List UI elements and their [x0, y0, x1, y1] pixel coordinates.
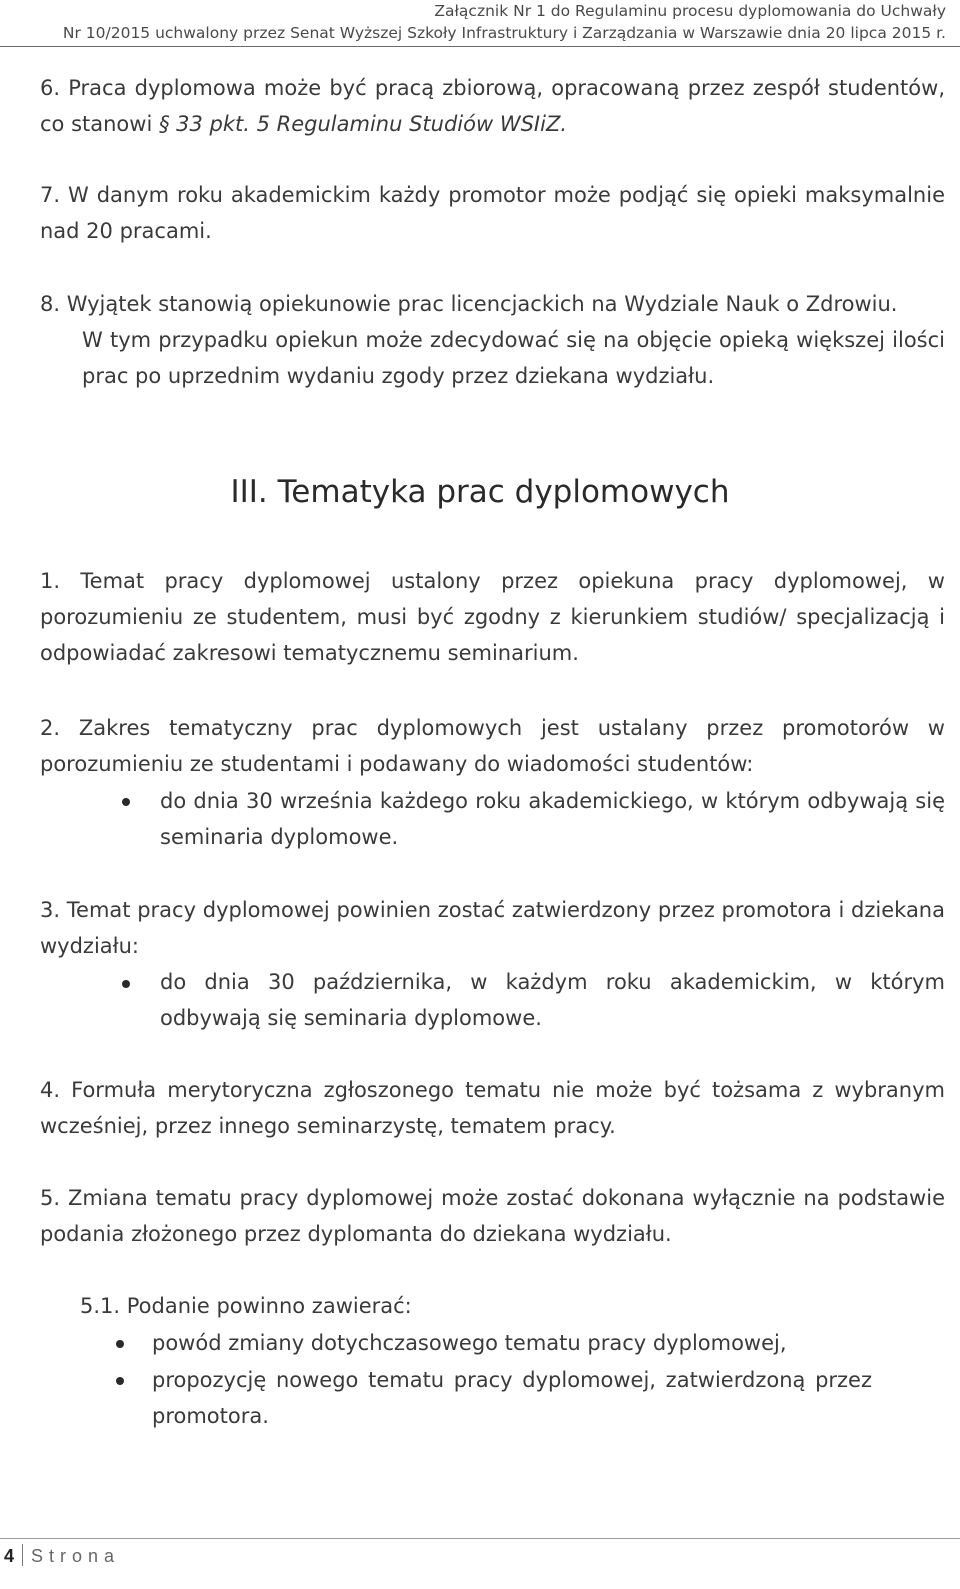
- page-number: 4: [4, 1546, 15, 1566]
- footer-divider: [0, 1538, 960, 1539]
- paragraph-number: 1.: [40, 569, 61, 593]
- page-footer: [4, 1544, 120, 1567]
- paragraph-text: Temat pracy dyplomowej ustalony przez opiekuna pracy dyplomowej, w porozumieniu ze studentem, musi być zgodny z kierunkiem studiów/ specjalizacją i odpowiadać zakresowi tematycznemu seminarium.: [40, 569, 945, 665]
- paragraph-5-1: [80, 1288, 945, 1324]
- paragraph-text: Praca dyplomowa może być pracą zbiorową, opracowaną przez zespół studentów, co stanowi: [40, 76, 945, 136]
- paragraph-text: Formuła merytoryczna zgłoszonego tematu nie może być tożsama z wybranym wcześniej, przez innego seminarzystę, tematem pracy.: [40, 1078, 945, 1138]
- paragraph-number: 7.: [40, 183, 61, 207]
- paragraph-text: W danym roku akademickim każdy promotor może podjąć się opieki maksymalnie nad 20 pracami.: [40, 183, 945, 243]
- paragraph-number: 8.: [40, 292, 61, 316]
- paragraph-5: [40, 1180, 945, 1252]
- paragraph-3: [40, 892, 945, 964]
- bullet-item: [160, 783, 945, 855]
- header-line-1: Załącznik Nr 1 do Regulaminu procesu dyplomowania do Uchwały: [434, 2, 946, 20]
- paragraph-number: 4.: [40, 1078, 61, 1102]
- paragraph-number: 6.: [40, 76, 61, 100]
- bullet-icon: [116, 1340, 124, 1348]
- document-header: [63, 0, 946, 44]
- paragraph-2: [40, 710, 945, 782]
- bullet-item: [152, 1362, 872, 1434]
- regulation-reference: § 33 pkt. 5 Regulaminu Studiów WSIiZ.: [158, 112, 568, 136]
- paragraph-4: [40, 1072, 945, 1144]
- paragraph-text: Temat pracy dyplomowej powinien zostać zatwierdzony przez promotora i dziekana wydziału:: [40, 898, 945, 958]
- paragraph-text: Zakres tematyczny prac dyplomowych jest ustalany przez promotorów w porozumieniu ze studentami i podawany do wiadomości studentów:: [40, 716, 945, 776]
- bullet-text: propozycję nowego tematu pracy dyplomowej, zatwierdzoną przez promotora.: [152, 1368, 872, 1428]
- header-line-2: Nr 10/2015 uchwalony przez Senat Wyższej Szkoły Infrastruktury i Zarządzania w Warszawie dnia 20 lipca 2015 r.: [62, 24, 946, 42]
- bullet-icon: [116, 1377, 124, 1385]
- paragraph-6: [40, 70, 945, 142]
- bullet-item: [152, 1325, 945, 1361]
- paragraph-7: [40, 177, 945, 249]
- bullet-item: [160, 964, 945, 1036]
- paragraph-number: 5.: [40, 1186, 61, 1210]
- section-heading: III. Tematyka prac dyplomowych: [230, 474, 730, 510]
- footer-separator: [22, 1544, 23, 1566]
- paragraph-text: Podanie powinno zawierać:: [126, 1294, 412, 1318]
- paragraph-number: 5.1.: [80, 1294, 121, 1318]
- bullet-text: do dnia 30 września każdego roku akademickiego, w którym odbywają się seminaria dyplomowe.: [160, 789, 945, 849]
- paragraph-number: 2.: [40, 716, 61, 740]
- paragraph-number: 3.: [40, 898, 61, 922]
- page-label: Strona: [31, 1546, 121, 1566]
- paragraph-1: [40, 563, 945, 671]
- header-divider: [0, 46, 960, 47]
- paragraph-text: Wyjątek stanowią opiekunowie prac licencjackich na Wydziale Nauk o Zdrowiu.: [66, 292, 898, 316]
- paragraph-text: W tym przypadku opiekun może zdecydować się na objęcie opieką większej ilości prac po uprzednim wydaniu zgody przez dziekana wydziału.: [82, 328, 945, 388]
- paragraph-8-continued: [82, 322, 945, 394]
- bullet-icon: [122, 980, 130, 988]
- bullet-text: powód zmiany dotychczasowego tematu pracy dyplomowej,: [152, 1331, 787, 1355]
- bullet-icon: [122, 798, 130, 806]
- bullet-text: do dnia 30 października, w każdym roku akademickim, w którym odbywają się seminaria dyplomowe.: [160, 970, 945, 1030]
- paragraph-text: Zmiana tematu pracy dyplomowej może zostać dokonana wyłącznie na podstawie podania złożonego przez dyplomanta do dziekana wydziału.: [40, 1186, 945, 1246]
- paragraph-8: [40, 286, 945, 322]
